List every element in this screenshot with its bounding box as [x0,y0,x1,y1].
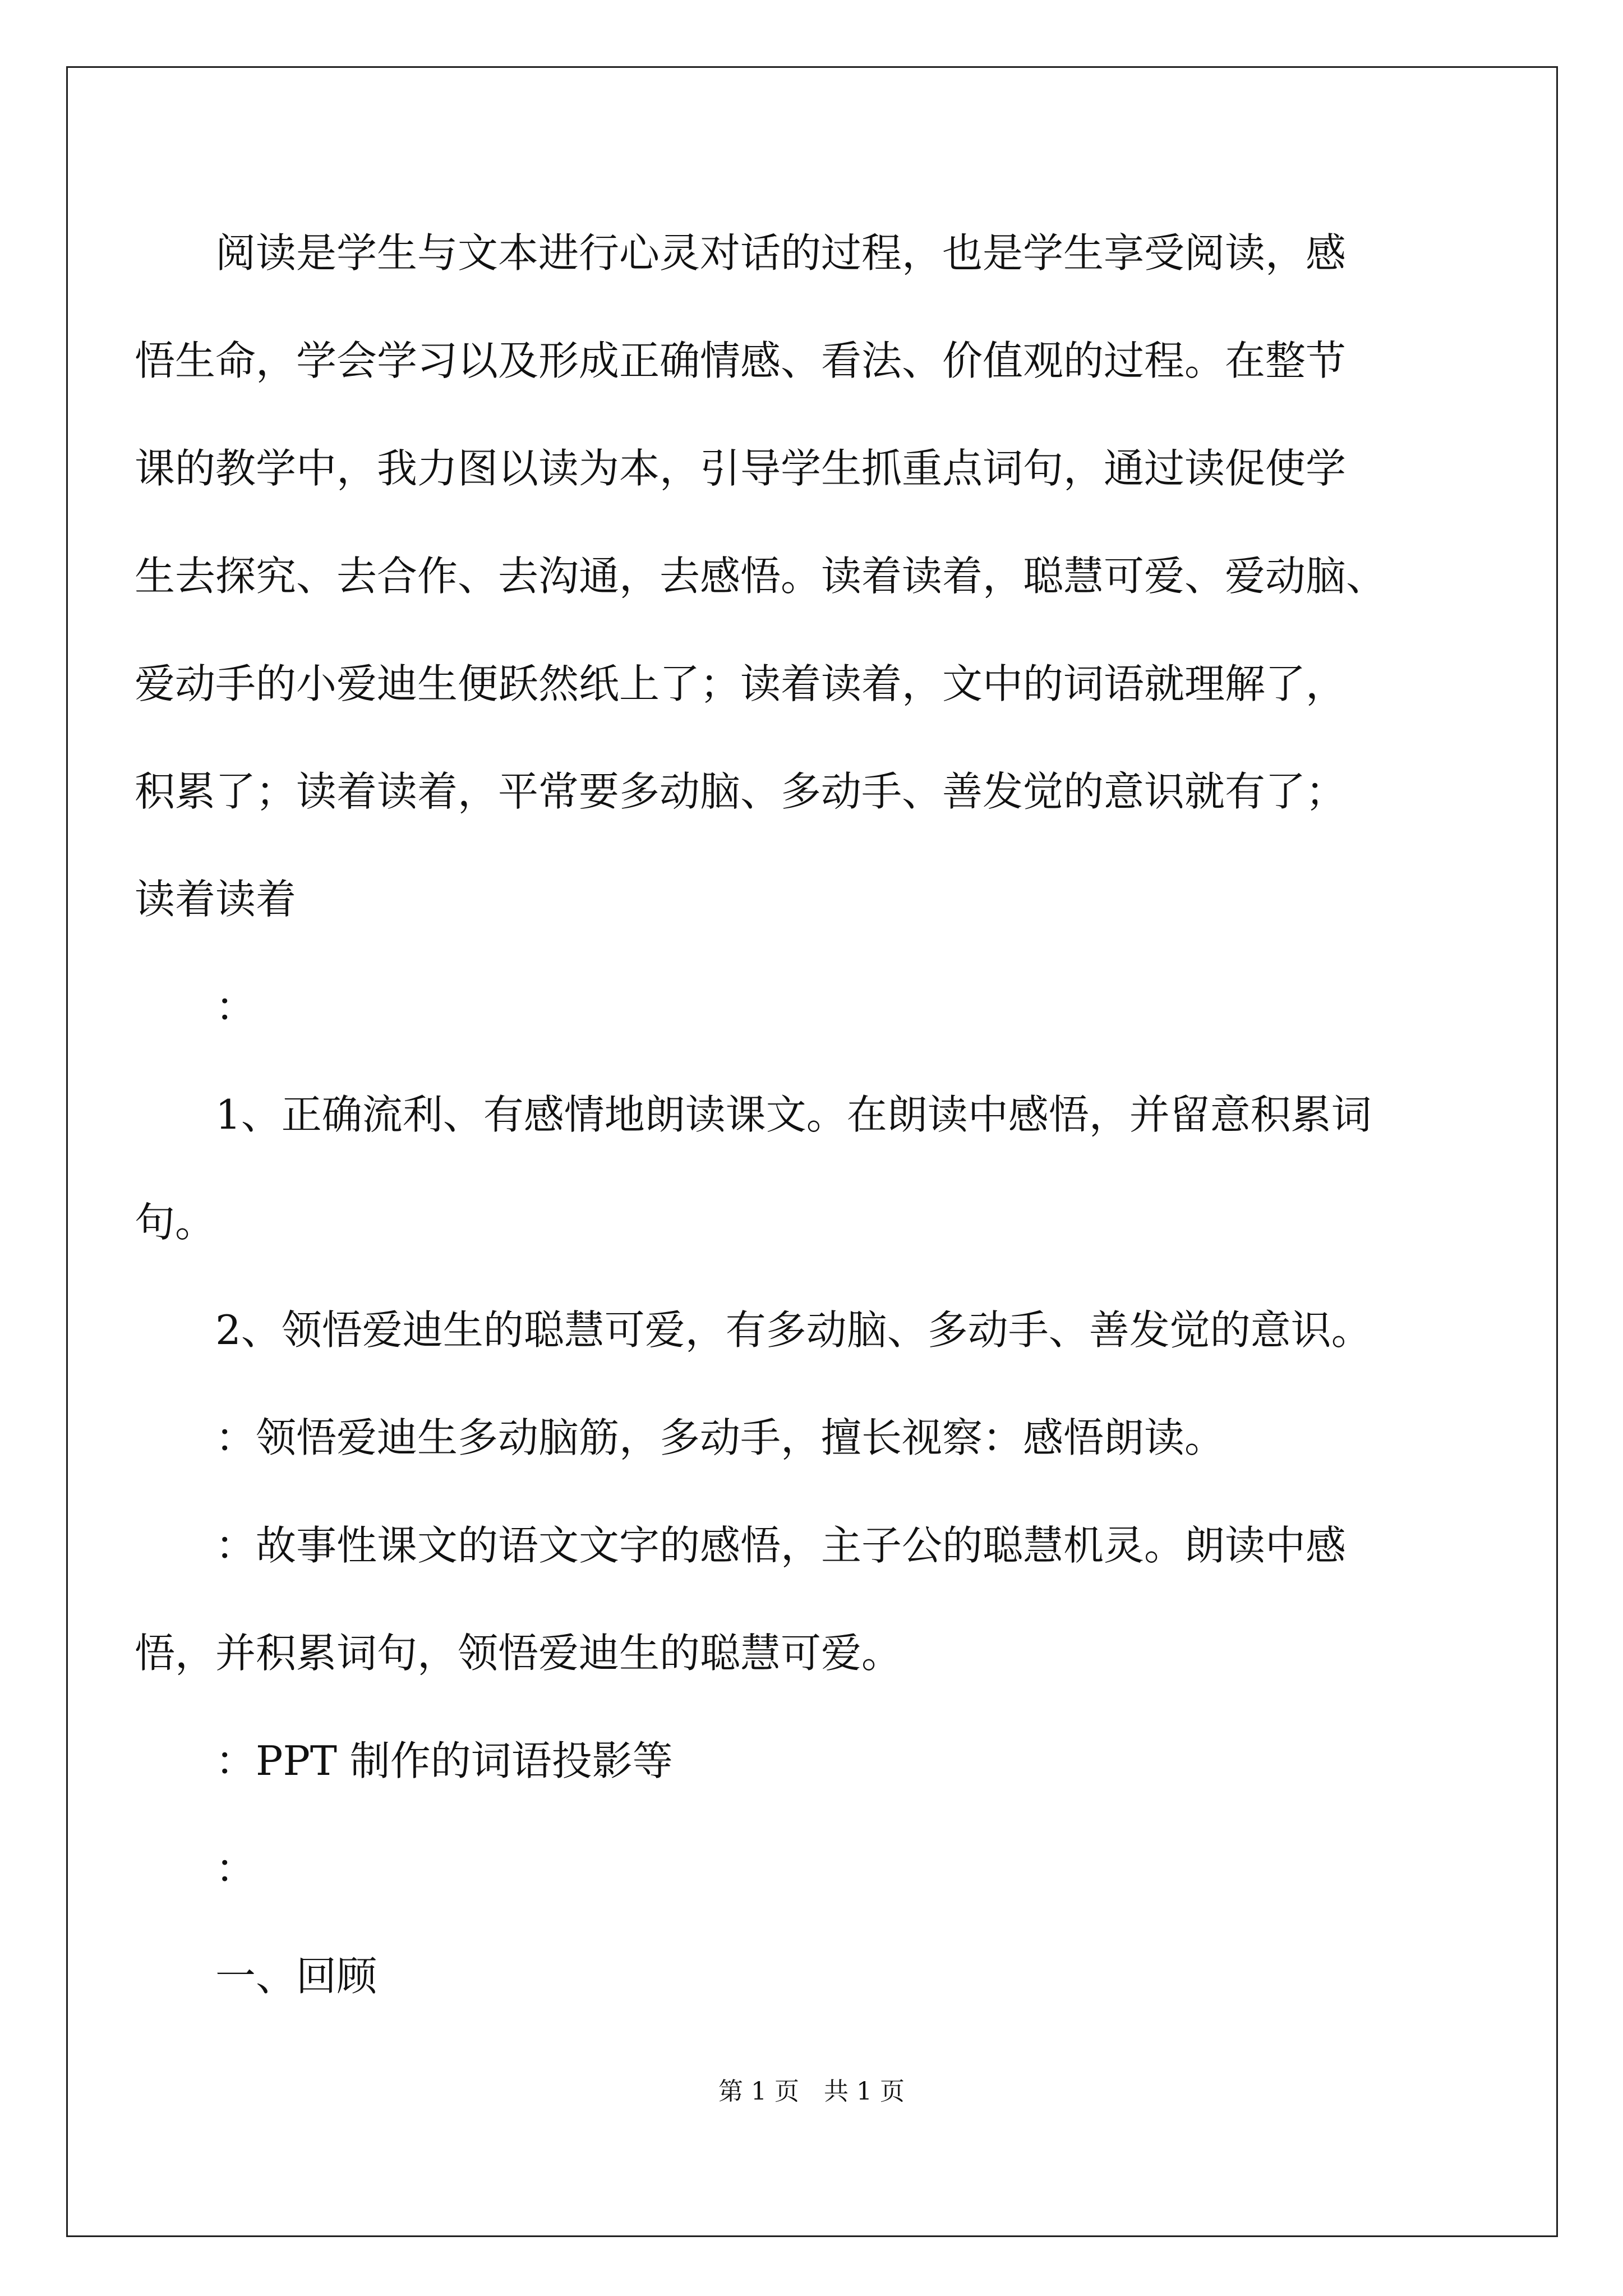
paragraph-colon-2 [135,1815,1458,1922]
text-line: 生去探究、去合作、去沟通，去感悟。读着读着，聪慧可爱、爱动脑、 [135,553,1387,600]
text-line: 课的教学中，我力图以读为本，引导学生抓重点词句，通过读促使学 [135,445,1347,492]
text-line: 读着读着 [135,876,297,923]
text-line: ：PPT 制作的词语投影等 [215,1737,673,1784]
text-line: 悟，并积累词句，领悟爱迪生的聪慧可爱。 [135,1630,902,1677]
text-line: 积累了；读着读着，平常要多动脑、多动手、善发觉的意识就有了； [135,768,1347,815]
text-line: 爱动手的小爱迪生便跃然纸上了；读着读着，文中的词语就理解了， [135,660,1347,707]
paragraph-difficulty [135,1492,1458,1707]
text-line: 悟生命，学会学习以及形成正确情感、看法、价值观的过程。在整节 [135,337,1347,384]
paragraph-materials [135,1707,1458,1815]
paragraph-goal-1 [135,1061,1458,1276]
paragraph-colon [135,953,1458,1061]
text-line: 一、回顾 [215,1953,377,2000]
text-line: ： [215,983,256,1030]
text-line: 1、正确流利、有感情地朗读课文。在朗读中感悟，并留意积累词 [215,1091,1372,1138]
paragraph-key-point [135,1384,1458,1492]
text-line: 句。 [135,1199,216,1246]
text-line: ：故事性课文的语文文字的感悟，主子公的聪慧机灵。朗读中感 [215,1522,1347,1569]
paragraph-goal-2 [135,1276,1458,1384]
page-footer: 第 1 页 共 1 页 [718,2077,905,2106]
text-line: ：领悟爱迪生多动脑筋，多动手，擅长视察：感悟朗读。 [215,1414,1225,1461]
text-line: ： [215,1845,256,1892]
section-heading-review [135,1922,1458,2030]
paragraph-intro [135,199,1458,953]
text-line: 阅读是学生与文本进行心灵对话的过程，也是学生享受阅读，感 [215,229,1347,277]
text-line: 2、领悟爱迪生的聪慧可爱，有多动脑、多动手、善发觉的意识。 [215,1306,1372,1354]
